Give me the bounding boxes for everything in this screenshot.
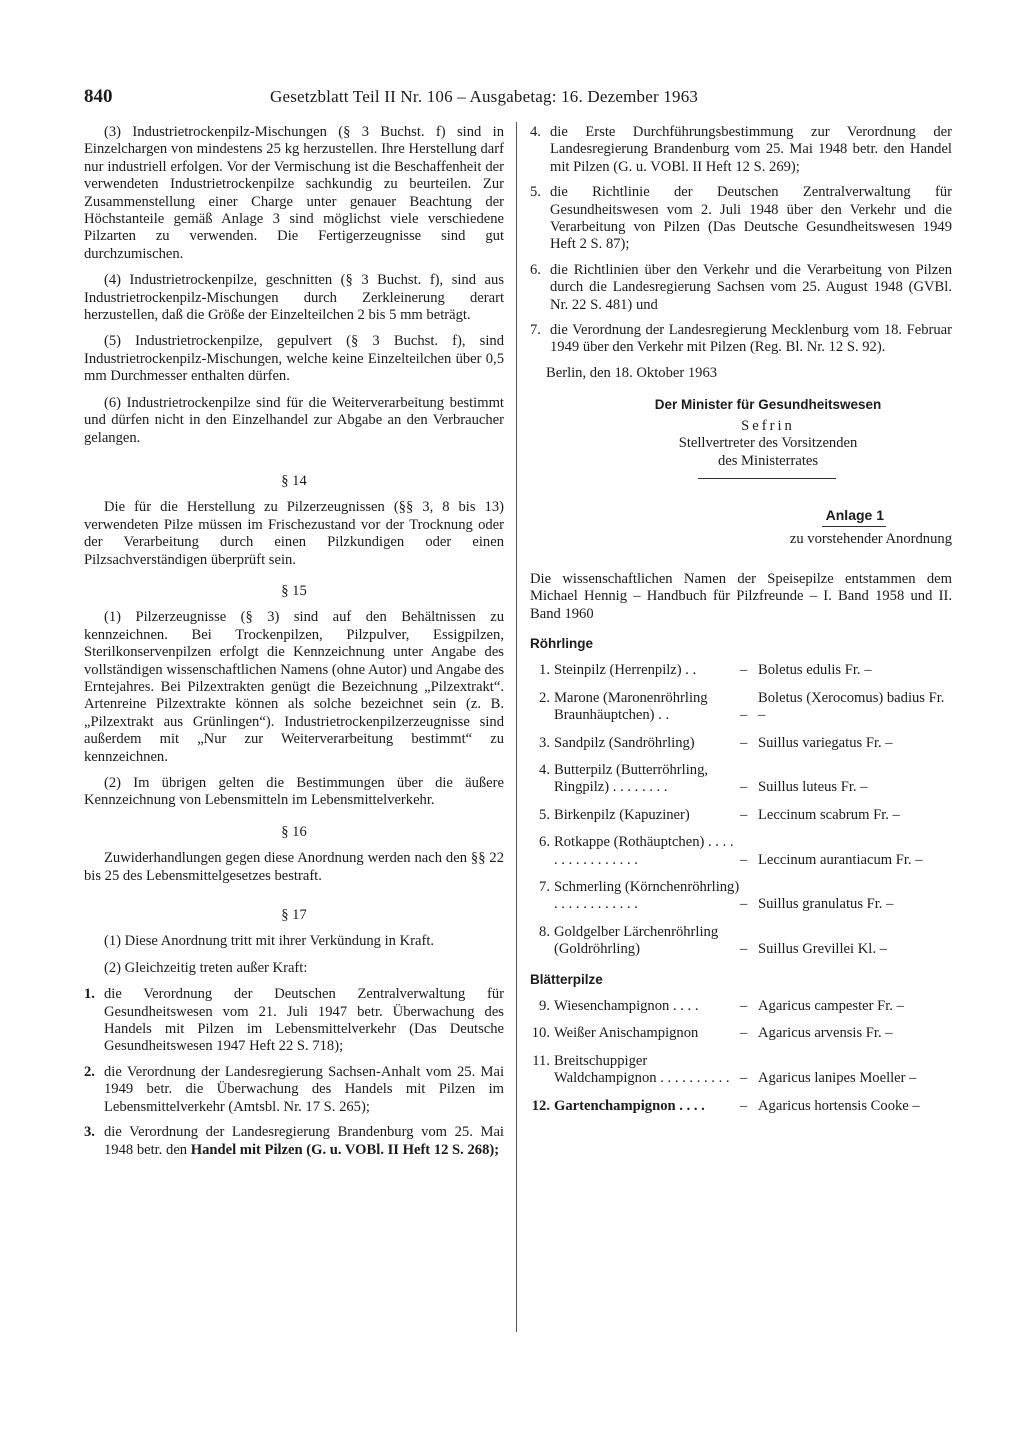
species-row (530, 834, 952, 869)
item-number: 7. (530, 322, 541, 339)
species-row (530, 1053, 952, 1088)
species-scientific-name (758, 834, 952, 869)
repeal-item-2 (84, 1064, 504, 1116)
signature-rule (698, 478, 836, 479)
dash-glyph: – (740, 1097, 748, 1114)
species-scientific-name (758, 1053, 952, 1088)
species-dash (740, 762, 758, 797)
paragraph-4: (4) Industrietrockenpilze, geschnitten (§ 3 Buchst. f), sind aus Industrietrockenpilz-Mischungen durch Zerkleinerung derart herzustellen, daß die Größe der Einzelteilchen 2 bis 5 mm beträgt. (84, 272, 504, 324)
species-common-name: Rotkappe (Rothäuptchen) . . . . . . . . . . . . . . . . (554, 834, 734, 868)
species-number: 1. (539, 662, 550, 679)
dash-glyph: – (740, 806, 748, 823)
species-dash (740, 834, 758, 869)
species-number: 9. (539, 998, 550, 1015)
running-title: Gesetzblatt Teil II Nr. 106 – Ausgabetag: 16. Dezember 1963 (270, 87, 699, 106)
page-header (84, 86, 956, 110)
species-row (530, 690, 952, 725)
species-number: 4. (539, 761, 550, 778)
species-dash (740, 690, 758, 725)
group-heading-roehrlinge: Röhrlinge (530, 635, 593, 651)
species-scientific-name (758, 690, 952, 725)
item-text: die Erste Durchführungsbestimmung zur Verordnung der Landesregierung Brandenburg vom 25. Mai 1948 betr. den Handel mit Pilzen (G. u. VOBl. II Heft 12 S. 269); (550, 124, 952, 175)
species-number: 7. (539, 879, 550, 895)
species-number: 3. (539, 734, 550, 751)
signature-block (530, 396, 952, 470)
repeal-item-5 (530, 184, 952, 254)
signer-role-line-1: Stellvertreter des Vorsitzenden (678, 435, 858, 452)
species-row (530, 662, 952, 679)
species-dash (740, 1053, 758, 1088)
item-text-plain: die Verordnung der Landesregierung Brandenburg vom 25. Mai 1948 betr. den (104, 1124, 504, 1158)
sci-text: Agaricus hortensis Cooke – (758, 1097, 920, 1114)
species-scientific-name (758, 807, 952, 824)
dash-glyph: – (740, 941, 748, 958)
species-row (530, 762, 952, 797)
sci-text: Leccinum scabrum Fr. – (758, 806, 900, 823)
species-number: 5. (539, 806, 550, 823)
species-row (530, 807, 952, 824)
item-text: die Richtlinie der Deutschen Zentralverwaltung für Gesundheitswesen vom 2. Juli 1948 über den Verkehr und die Verarbeitung von Pilzen (Das Deutsche Gesundheitswesen 1949 Heft 2 S. 87); (550, 184, 952, 253)
item-number: 4. (530, 124, 541, 140)
species-common-name: Sandpilz (Sandröhrling) (554, 734, 695, 751)
species-dash (740, 735, 758, 752)
item-text: die Verordnung der Landesregierung Mecklenburg vom 18. Februar 1949 über den Verkehr mit Pilzen (Reg. Bl. Nr. 12 S. 92). (550, 322, 952, 356)
left-column (84, 124, 504, 1167)
species-row (530, 1098, 952, 1115)
species-common-name: Goldgelber Lärchenröhrling (Goldröhrling) (554, 923, 719, 958)
species-dash (740, 662, 758, 679)
item-number: 5. (530, 184, 541, 201)
item-number: 6. (530, 261, 541, 278)
sci-text: Agaricus campester Fr. – (758, 998, 904, 1015)
item-number: 3. (84, 1124, 95, 1141)
species-dash (740, 1025, 758, 1042)
species-row (530, 735, 952, 752)
sci-text: Suillus granulatus Fr. – (758, 896, 894, 913)
species-common-name: Wiesenchampignon . . . . (554, 998, 699, 1015)
paragraph-3: (3) Industrietrockenpilz-Mischungen (§ 3 Buchst. f) sind in Einzelchargen von mindestens 25 kg herzustellen. Ihre Herstellung darf nur industriell erfolgen. Vor der Vermischung ist die Beschaffenheit der verwendeten Industrietrockenpilze sachkundig zu beurteilen. Zur Zusammenstellung einer Charge unter genauer Beachtung der Höchstanteile gemäß Anlage 3 sind möglichst viele verschiedene Pilzarten zu verwenden. Die Fertigerzeugnisse sind gut durchzumischen. (84, 124, 504, 262)
group-heading-blaetterpilze: Blätterpilze (530, 971, 603, 987)
species-dash (740, 1098, 758, 1115)
species-common-name: Birkenpilz (Kapuziner) (554, 806, 690, 823)
species-common-name: Gartenchampignon . . . . (554, 1097, 705, 1114)
repeal-item-6 (530, 262, 952, 314)
species-number: 2. (539, 689, 550, 706)
species-scientific-name (758, 662, 952, 679)
item-text (104, 1124, 504, 1159)
sci-text: Suillus variegatus Fr. – (758, 734, 893, 751)
right-column (530, 124, 952, 1125)
species-common-name: Weißer Anischampignon (554, 1025, 699, 1042)
species-dash (740, 879, 758, 914)
sci-text: Boletus edulis Fr. – (758, 662, 872, 679)
date-line: Berlin, den 18. Oktober 1963 (546, 364, 718, 381)
dash-glyph: – (740, 1070, 748, 1087)
signer-name: Sefrin (741, 417, 795, 434)
species-scientific-name (758, 762, 952, 797)
item-number: 2. (84, 1063, 95, 1080)
section-17-paragraph-1: (1) Diese Anordnung tritt mit ihrer Verkündung in Kraft. (104, 933, 435, 950)
section-15-paragraph-1: (1) Pilzerzeugnisse (§ 3) sind auf den Behältnissen zu kennzeichnen. Bei Trockenpilzen, Pilzpulver, Essigpilzen, Sterilkonservenpilzen erfolgt die Kennzeichnung unter Angabe des vollständigen wissenschaftlichen Namens (ohne Autor) und Angabe des Erntejahres. Bei Pilzextrakten genügt die Bezeichnung „Pilzextrakt“. Artenreine Pilzextrakte können als solche bezeichnet sein (z. B. „Pilzextrakt aus Grünlingen“). Industrietrockenpilzerzeugnisse sind außerdem mit „Nur zur Weiterverarbeitung bestimmt“ zu kennzeichnen. (84, 609, 504, 765)
signer-role-line-2: des Ministerrates (717, 452, 819, 469)
species-scientific-name (758, 879, 952, 914)
dash-glyph: – (740, 734, 748, 751)
section-15-heading: § 15 (281, 582, 307, 599)
species-scientific-name (758, 735, 952, 752)
species-number: 11. (532, 1052, 550, 1069)
species-common-name: Marone (Maronenröhrling Braunhäuptchen) . . (554, 689, 708, 724)
species-row (530, 1025, 952, 1042)
species-row (530, 998, 952, 1015)
sci-text: Agaricus lanipes Moeller – (758, 1070, 917, 1087)
section-14-text: Die für die Herstellung zu Pilzerzeugnissen (§§ 3, 8 bis 13) verwendeten Pilze müssen im Frischezustand vor der Trocknung oder der Verarbeitung durch einen Pilzkundigen oder einen Pilzsachverständigen überprüft sein. (84, 499, 504, 568)
species-scientific-name (758, 924, 952, 959)
repeal-item-3 (84, 1124, 504, 1159)
annex-intro: Die wissenschaftlichen Namen der Speisepilze entstammen dem Michael Hennig – Handbuch für Pilzfreunde – I. Band 1958 und II. Band 1960 (530, 570, 952, 622)
dash-glyph: – (740, 1025, 748, 1042)
repeal-item-1 (84, 986, 504, 1056)
species-scientific-name (758, 1098, 952, 1115)
page-number: 840 (84, 86, 113, 107)
dash-glyph: – (740, 707, 748, 724)
sci-text: Leccinum aurantiacum Fr. – (758, 851, 923, 868)
species-number: 8. (539, 923, 550, 940)
section-17-heading: § 17 (281, 907, 307, 924)
paragraph-5: (5) Industrietrockenpilze, gepulvert (§ 3 Buchst. f), sind Industrietrockenpilz-Mischungen, welche keine Einzelteilchen über 0,5 mm Durchmesser enthalten dürfen. (84, 333, 504, 385)
paragraph-6: (6) Industrietrockenpilze sind für die Weiterverarbeitung bestimmt und dürfen nicht in den Einzelhandel zur Abgabe an den Verbraucher gelangen. (84, 394, 504, 446)
species-row (530, 879, 952, 914)
dash-glyph: – (740, 998, 748, 1015)
annex-title-underline (822, 526, 886, 527)
repeal-item-7 (530, 322, 952, 357)
dash-glyph: – (740, 779, 748, 796)
item-text-bold: Handel mit Pilzen (G. u. VOBl. II Heft 12 S. 268); (190, 1141, 500, 1158)
species-scientific-name (758, 998, 952, 1015)
species-number: 6. (539, 834, 550, 851)
section-16-text: Zuwiderhandlungen gegen diese Anordnung werden nach den §§ 22 bis 25 des Lebensmittelgesetzes bestraft. (84, 850, 504, 884)
sci-text: Suillus luteus Fr. – (758, 779, 868, 796)
sci-text: Suillus Grevillei Kl. – (758, 941, 887, 958)
column-divider (516, 122, 517, 1332)
species-number: 10. (531, 1025, 550, 1042)
section-15-paragraph-2: (2) Im übrigen gelten die Bestimmungen über die äußere Kennzeichnung von Lebensmitteln im Lebensmittelverkehr. (84, 775, 504, 809)
annex-title: Anlage 1 (825, 506, 884, 523)
dash-glyph: – (740, 662, 748, 679)
item-text: die Verordnung der Landesregierung Sachsen-Anhalt vom 25. Mai 1949 betr. die Überwachung des Handels mit Pilzen im Lebensmittelverkehr (Amtsbl. Nr. 17 S. 265); (104, 1063, 504, 1115)
species-dash (740, 807, 758, 824)
species-scientific-name (758, 1025, 952, 1042)
sci-text: Boletus (Xerocomus) badius Fr. – (758, 689, 945, 724)
species-dash (740, 924, 758, 959)
species-common-name: Breitschuppiger Waldchampignon . . . . . . . . . . (554, 1052, 730, 1087)
section-16-heading: § 16 (281, 823, 307, 840)
species-common-name: Steinpilz (Herrenpilz) . . (554, 662, 697, 679)
species-common-name: Butterpilz (Butterröhrling, Ringpilz) . . . . . . . . (554, 761, 709, 796)
dash-glyph: – (740, 896, 748, 913)
sci-text: Agaricus arvensis Fr. – (758, 1025, 893, 1042)
repeal-item-4 (530, 124, 952, 176)
item-text: die Richtlinien über den Verkehr und die Verarbeitung von Pilzen durch die Landesregierung Sachsen vom 25. August 1948 (GVBl. Nr. 22 S. 481) und (550, 261, 952, 313)
minister-title: Der Minister für Gesundheitswesen (654, 397, 882, 413)
item-text: die Verordnung der Deutschen Zentralverwaltung für Gesundheitswesen vom 21. Juli 1947 betr. Überwachung des Handels mit Pilzen im Lebensmittelverkehr (Das Deutsche Gesundheitswesen 1947 Heft 22 S. 718); (104, 986, 504, 1055)
annex-subtitle: zu vorstehender Anordnung (789, 531, 952, 548)
species-common-name: Schmerling (Körnchenröhrling) . . . . . . . . . . . . (554, 879, 740, 913)
dash-glyph: – (740, 851, 748, 868)
item-number: 1. (84, 986, 95, 1003)
species-dash (740, 998, 758, 1015)
section-17-paragraph-2: (2) Gleichzeitig treten außer Kraft: (104, 959, 308, 976)
section-14-heading: § 14 (281, 472, 307, 489)
species-row (530, 924, 952, 959)
species-number: 12. (531, 1097, 550, 1114)
